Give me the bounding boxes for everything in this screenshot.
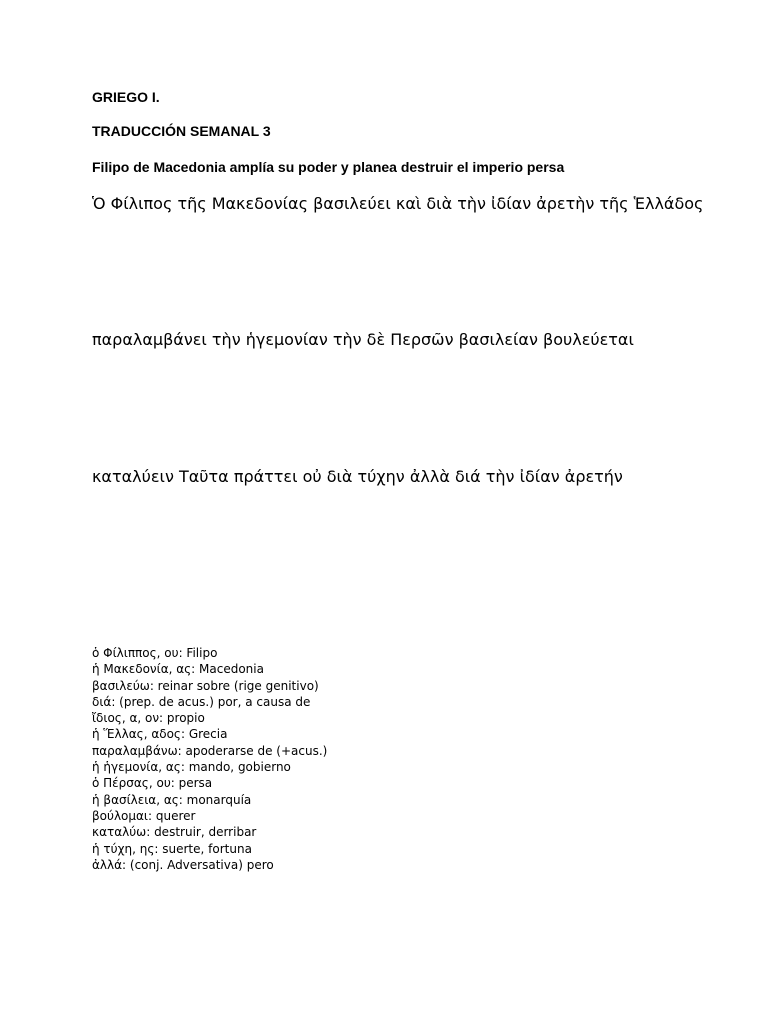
vocabulary-item: διά: (prep. de acus.) por, a causa de bbox=[92, 694, 311, 709]
vocabulary-item: ἡ Ἕλλας, αδος: Grecia bbox=[92, 727, 228, 742]
vocabulary-list bbox=[92, 645, 327, 873]
document-subtitle: TRADUCCIÓN SEMANAL 3 bbox=[92, 123, 271, 139]
document-description: Filipo de Macedonia amplía su poder y planea destruir el imperio persa bbox=[92, 159, 565, 175]
vocabulary-item: ἴδιος, α, ον: propio bbox=[92, 711, 205, 726]
vocabulary-item: ἡ Μακεδονία, ας: Macedonia bbox=[92, 662, 264, 677]
greek-text-line: καταλύειν Ταῦτα πράττει οὐ διὰ τύχην ἀλλὰ διά τὴν ἰδίαν ἀρετήν bbox=[92, 467, 623, 486]
vocabulary-item: ἡ βασίλεια, ας: monarquía bbox=[92, 792, 252, 807]
vocabulary-item: ὁ Φίλιππος, ου: Filipo bbox=[92, 646, 218, 660]
vocabulary-item: καταλύω: destruir, derribar bbox=[92, 825, 257, 840]
vocabulary-item: ἀλλά: (conj. Adversativa) pero bbox=[92, 857, 274, 872]
vocabulary-item: ἡ ἡγεμονία, ας: mando, gobierno bbox=[92, 760, 291, 775]
vocabulary-item: βασιλεύω: reinar sobre (rige genitivo) bbox=[92, 678, 319, 693]
vocabulary-item: παραλαμβάνω: apoderarse de (+acus.) bbox=[92, 743, 328, 758]
vocabulary-item: βούλομαι: querer bbox=[92, 808, 196, 823]
vocabulary-item: ἡ τύχη, ης: suerte, fortuna bbox=[92, 841, 252, 856]
document-title: GRIEGO I. bbox=[92, 89, 160, 105]
greek-text-line: Ὁ Φίλιπος τῆς Μακεδονίας βασιλεύει καὶ διὰ τὴν ἰδίαν ἀρετὴν τῆς Ἑλλάδος bbox=[92, 194, 704, 213]
vocabulary-item: ὁ Πέρσας, ου: persa bbox=[92, 776, 213, 791]
greek-text-line: παραλαμβάνει τὴν ἡγεμονίαν τὴν δὲ Περσῶν βασιλείαν βουλεύεται bbox=[92, 330, 634, 349]
